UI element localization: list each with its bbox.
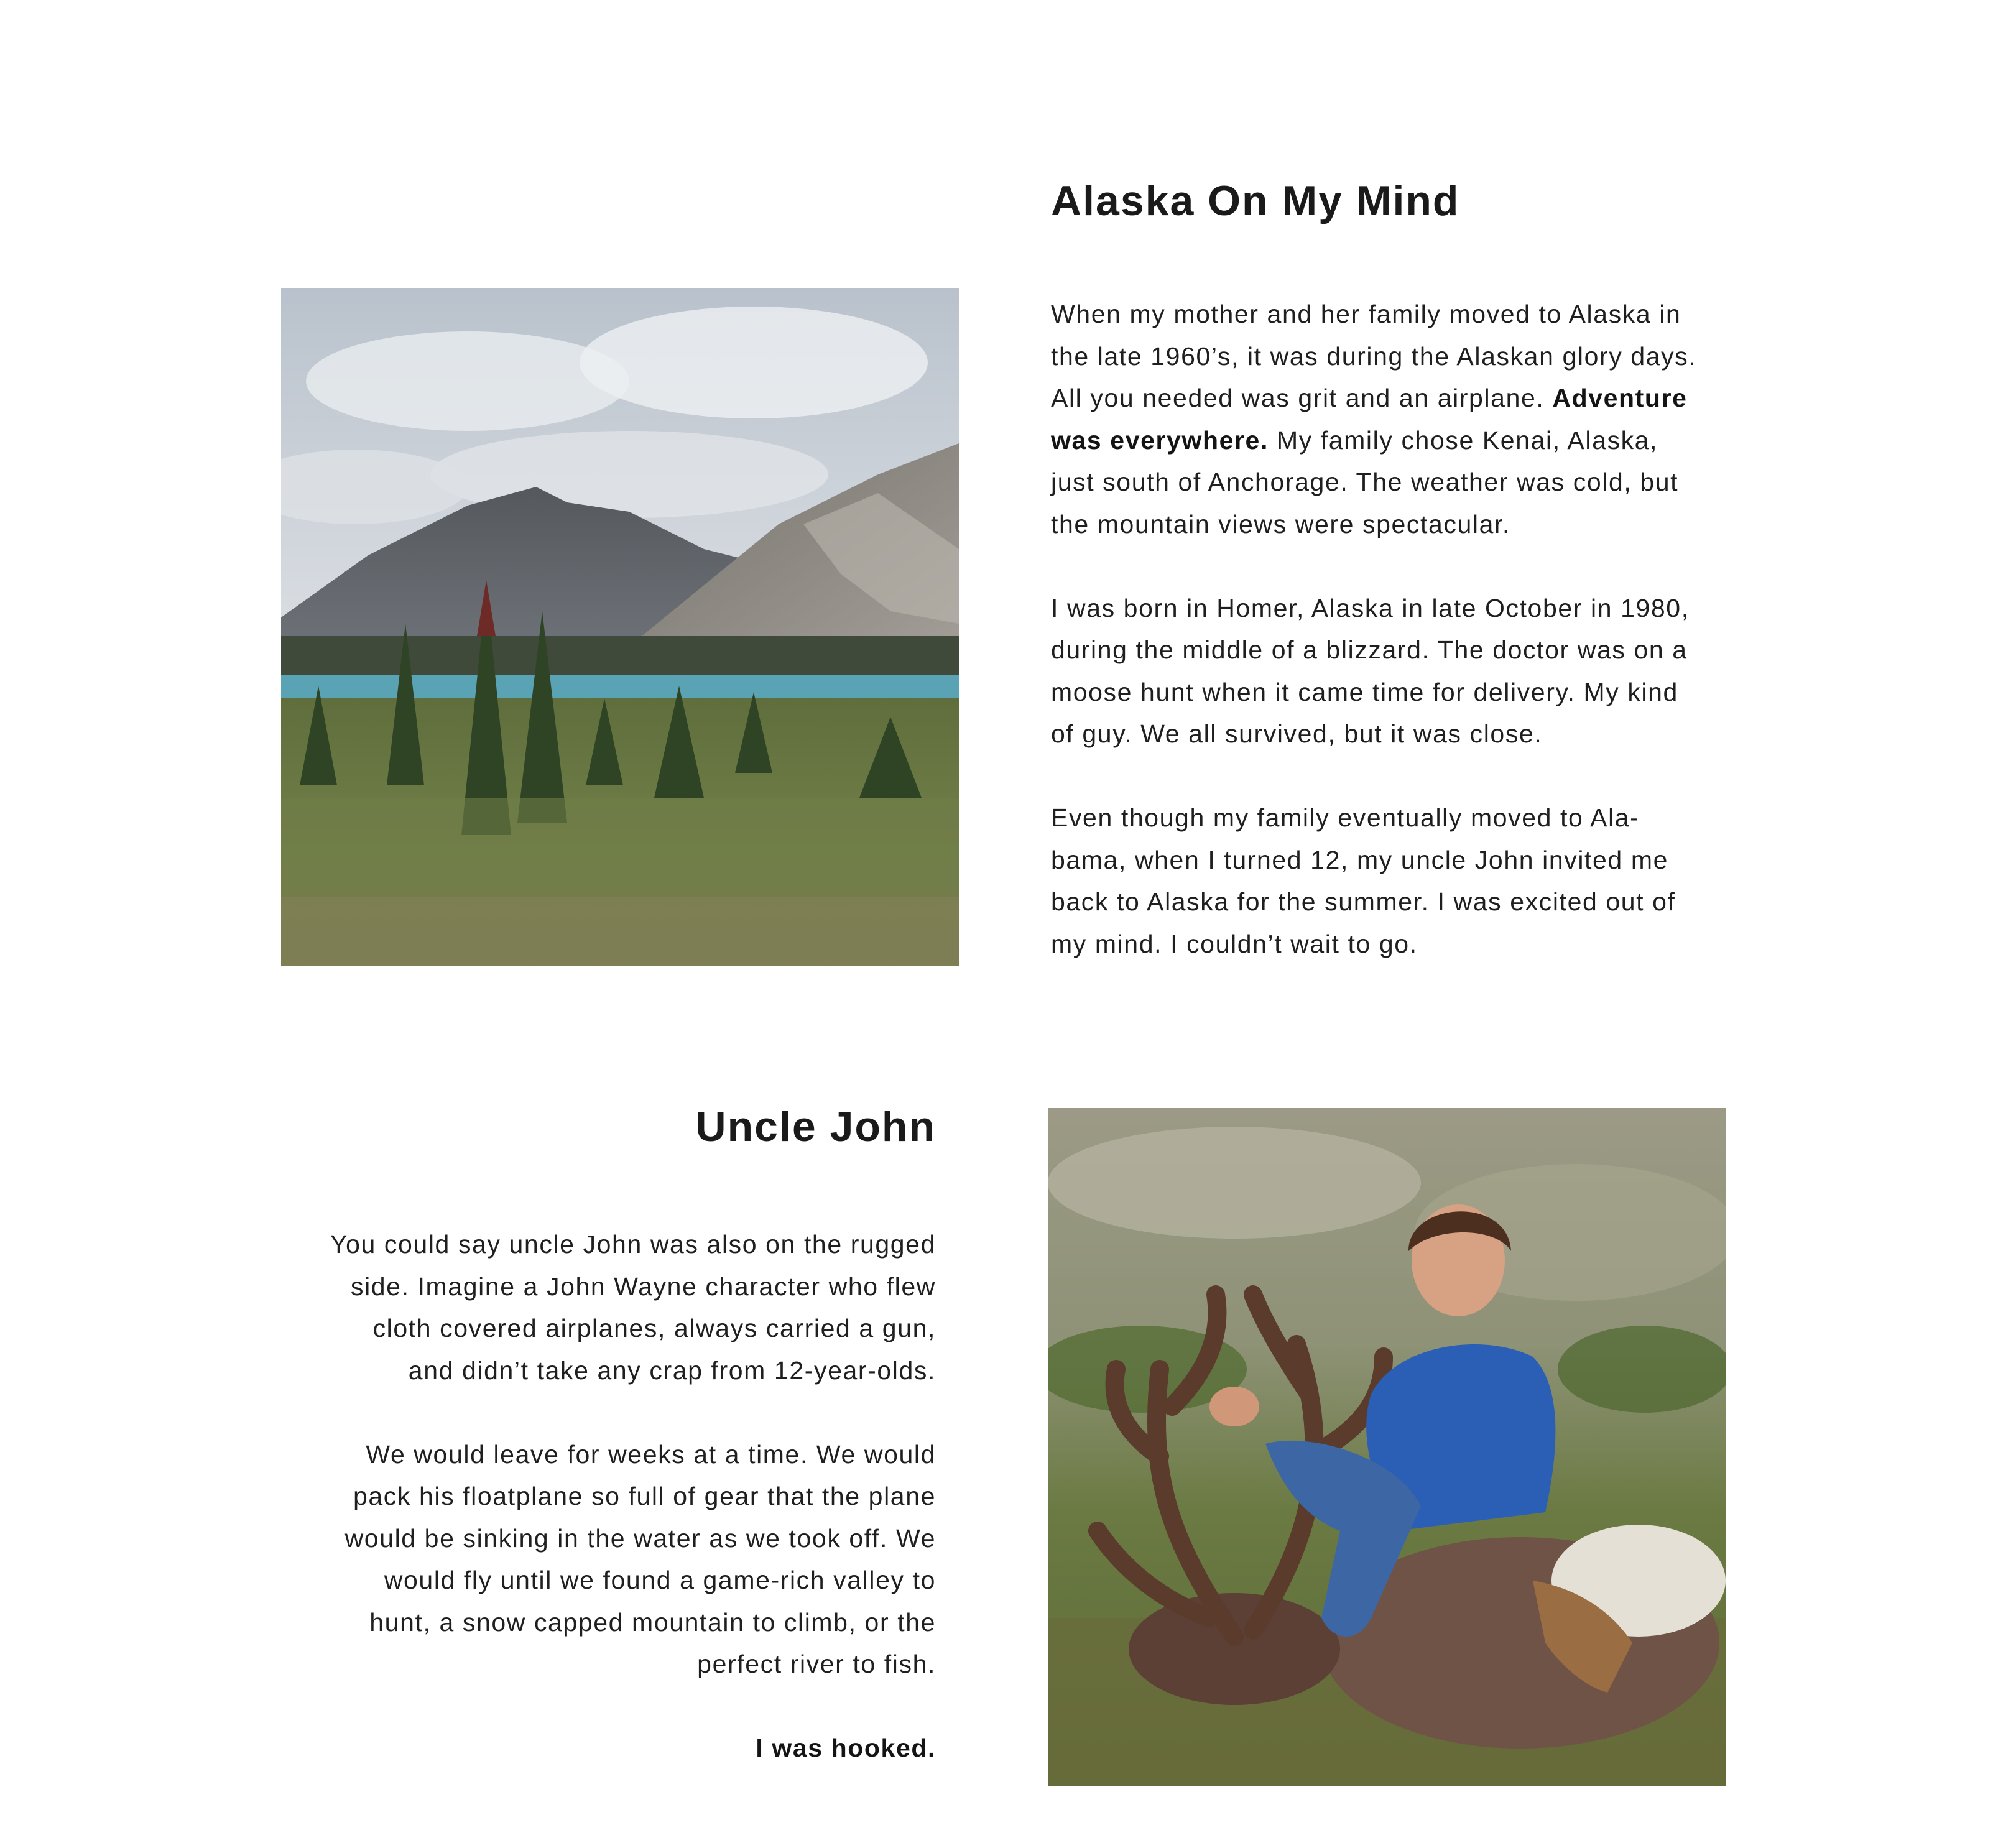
bold-text: Adventure — [1552, 384, 1688, 412]
section-title-uncle-john: Uncle John — [695, 1103, 936, 1150]
text-line: You could say uncle John was also on the rugged — [330, 1230, 936, 1259]
section2-body — [330, 1224, 936, 1770]
text-line: just south of Anchorage. The weather was cold, but — [1051, 468, 1679, 496]
text-line: I was born in Homer, Alaska in late October in 1980, — [1051, 593, 1690, 622]
text-line: the late 1960’s, it was during the Alaskan glory days. — [1051, 341, 1697, 371]
paragraph — [1051, 797, 1696, 965]
paragraph — [330, 1224, 936, 1392]
paragraph — [330, 1727, 936, 1770]
text-line: of guy. We all survived, but it was close. — [1051, 719, 1543, 748]
text-line — [1051, 377, 1696, 420]
paragraph — [330, 1434, 936, 1686]
bold-text: was everywhere. — [1051, 425, 1269, 455]
text-line: my mind. I couldn’t wait to go. — [1051, 929, 1418, 958]
text-line: would be sinking in the water as we took off. We — [344, 1523, 936, 1553]
text-line: would fly until we found a game-rich valley to — [384, 1566, 936, 1594]
boy-with-caribou-photo — [1048, 1108, 1726, 1786]
text-run: My family chose Kenai, Alaska, — [1268, 425, 1658, 455]
section-title-alaska: Alaska On My Mind — [1051, 177, 1460, 224]
text-line: perfect river to fish. — [697, 1650, 936, 1678]
text-line: Even though my family eventually moved to Ala- — [1051, 803, 1640, 832]
text-run: All you needed was grit and an airplane. — [1051, 384, 1553, 412]
alaska-landscape-photo — [281, 288, 959, 966]
text-line: hunt, a snow capped mountain to climb, or the — [369, 1607, 936, 1637]
text-line: We would leave for weeks at a time. We would — [366, 1439, 936, 1469]
text-line: pack his floatplane so full of gear that the plane — [353, 1482, 936, 1510]
text-line — [1051, 420, 1696, 462]
text-line: side. Imagine a John Wayne character who flew — [350, 1272, 936, 1301]
text-line: moose hunt when it came time for delivery. My kind — [1051, 677, 1678, 706]
text-line: When my mother and her family moved to Alaska in — [1051, 300, 1681, 328]
text-line: cloth covered airplanes, always carried a gun, — [372, 1314, 936, 1342]
text-line: the mountain views were spectacular. — [1051, 509, 1511, 538]
closing-line: I was hooked. — [756, 1734, 936, 1762]
text-line: and didn’t take any crap from 12-year-olds. — [408, 1356, 936, 1385]
section1-body — [1051, 293, 1696, 965]
paragraph — [1051, 588, 1696, 755]
text-line: back to Alaska for the summer. I was excited out of — [1051, 887, 1676, 916]
paragraph — [1051, 293, 1696, 545]
text-line: bama, when I turned 12, my uncle John invited me — [1051, 845, 1668, 874]
text-line: during the middle of a blizzard. The doctor was on a — [1051, 635, 1688, 664]
